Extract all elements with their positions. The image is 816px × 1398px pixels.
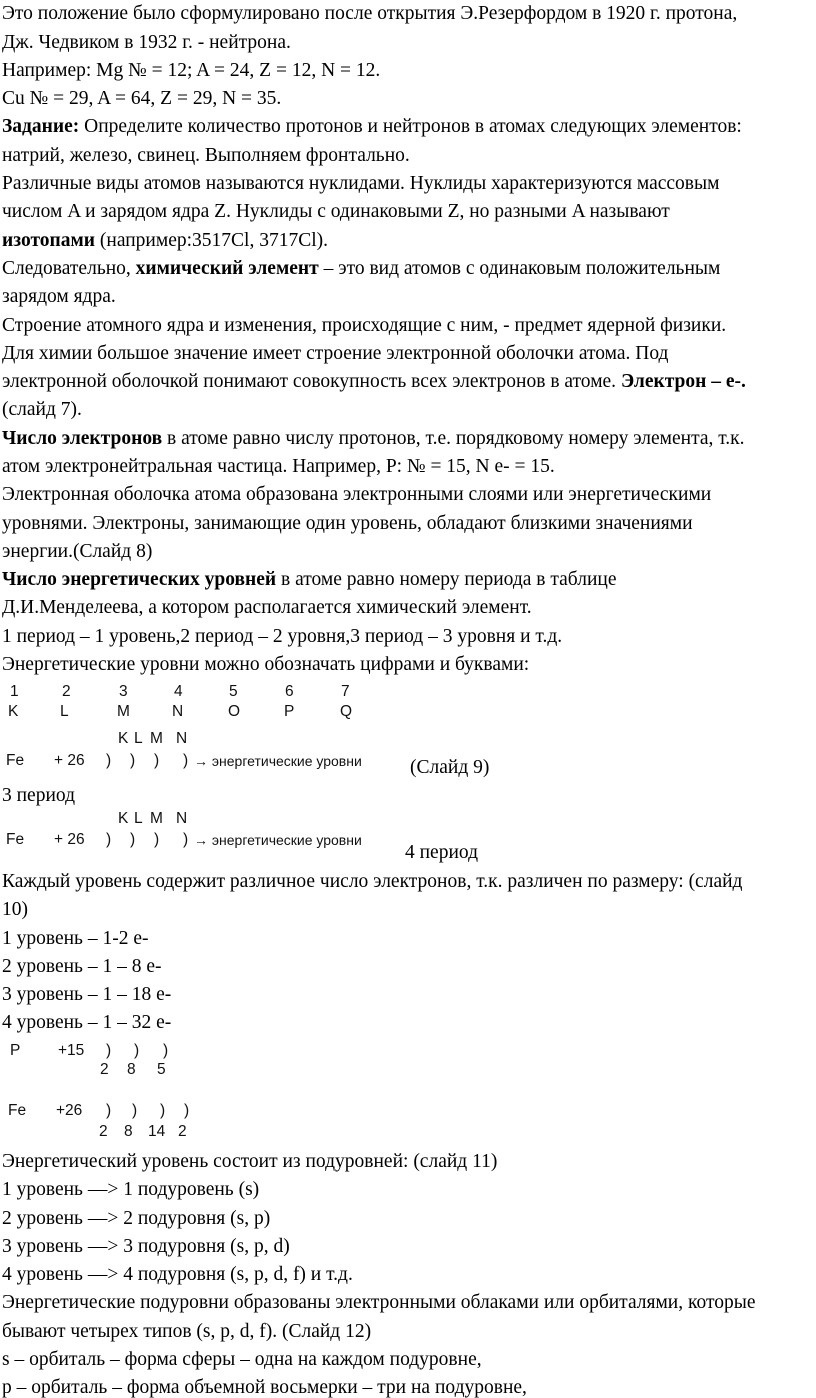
bold-term: химический элемент bbox=[135, 258, 319, 279]
text-line: (слайд 7). bbox=[2, 399, 82, 420]
level-number: 4 bbox=[174, 683, 183, 700]
text-line: 10) bbox=[2, 899, 28, 920]
bold-term: Число электронов bbox=[2, 428, 163, 449]
shell-arc: ) bbox=[106, 1102, 112, 1119]
electron-count: 8 bbox=[124, 1123, 133, 1140]
text-line: 4 период bbox=[405, 842, 479, 863]
text-line: Задание: Определите количество протонов и нейтронов в атомах следующих элементов: bbox=[2, 116, 742, 137]
text-line: 2 уровень – 1 – 8 е- bbox=[2, 956, 162, 977]
nuclear-charge: + 26 bbox=[54, 752, 85, 769]
bold-term: Число энергетических уровней bbox=[2, 569, 277, 590]
shell-letter: M bbox=[150, 810, 163, 827]
text-line: Энергетические уровни можно обозначать цифрами и буквами: bbox=[2, 654, 530, 675]
shell-arc: ) bbox=[160, 1102, 166, 1119]
shell-arc: ) bbox=[106, 752, 112, 769]
text-line: уровнями. Электроны, занимающие один уровень, обладают близкими значениями bbox=[2, 513, 693, 534]
electron-count: 14 bbox=[148, 1123, 166, 1140]
level-letter: Q bbox=[340, 703, 353, 720]
text-line: энергии.(Слайд 8) bbox=[2, 541, 153, 562]
text-line: бывают четырех типов (s, p, d, f). (Слайд 12) bbox=[2, 1321, 372, 1342]
level-letter: P bbox=[284, 703, 295, 720]
shell-arc: ) bbox=[154, 752, 160, 769]
level-letter: M bbox=[117, 703, 130, 720]
level-number: 6 bbox=[285, 683, 294, 700]
text-line: электронной оболочкой понимают совокупность всех электронов в атоме. Электрон – е-. bbox=[2, 371, 746, 392]
text-line: 4 уровень —> 4 подуровня (s, p, d, f) и т.д. bbox=[2, 1264, 353, 1285]
shell-arc: ) bbox=[132, 1102, 138, 1119]
shell-arc: ) bbox=[184, 1102, 190, 1119]
shell-arc: ) bbox=[183, 752, 189, 769]
text-line: Число энергетических уровней в атоме равно номеру периода в таблице bbox=[2, 569, 617, 590]
shell-arc: ) bbox=[163, 1042, 169, 1059]
level-letter: L bbox=[60, 703, 69, 720]
shell-letter: N bbox=[176, 810, 188, 827]
text-line: 3 уровень —> 3 подуровня (s, p, d) bbox=[2, 1236, 290, 1257]
text-line: Каждый уровень содержит различное число электронов, т.к. различен по размеру: (слайд bbox=[2, 871, 743, 892]
text-line: Следовательно, химический элемент – это вид атомов с одинаковым положительным bbox=[2, 258, 721, 279]
element-symbol: Fe bbox=[6, 831, 25, 848]
shell-arc: ) bbox=[106, 831, 112, 848]
level-letter: K bbox=[8, 703, 19, 720]
element-symbol: Fe bbox=[8, 1102, 27, 1119]
shell-arc: ) bbox=[183, 831, 189, 848]
electron-count: 2 bbox=[178, 1123, 187, 1140]
element-symbol: Fe bbox=[6, 752, 25, 769]
nuclear-charge: +15 bbox=[58, 1042, 85, 1059]
text-line: Различные виды атомов называются нуклидами. Нуклиды характеризуются массовым bbox=[2, 173, 720, 194]
text-line: 3 период bbox=[2, 785, 76, 806]
bold-term: изотопами bbox=[2, 230, 96, 251]
shell-arc: ) bbox=[106, 1042, 112, 1059]
shell-letter: M bbox=[150, 730, 163, 747]
shell-arc: ) bbox=[134, 1042, 140, 1059]
text-line: Д.И.Менделеева, а котором располагается химический элемент. bbox=[2, 597, 532, 618]
text-line: Число электронов в атоме равно числу протонов, т.е. порядковому номеру элемента, т.к. bbox=[2, 428, 745, 449]
level-letter: O bbox=[228, 703, 241, 720]
text-line: изотопами (например:3517Cl, 3717Cl). bbox=[2, 230, 328, 251]
shell-arc: ) bbox=[130, 831, 136, 848]
shell-letter: K bbox=[118, 810, 129, 827]
arrow-label: → энергетические уровни bbox=[194, 753, 362, 769]
shell-letter: L bbox=[134, 810, 143, 827]
bold-term: Электрон – е-. bbox=[620, 371, 746, 392]
text-line: зарядом ядра. bbox=[2, 286, 116, 307]
level-number: 2 bbox=[62, 683, 71, 700]
text-line: Для химии большое значение имеет строение электронной оболочки атома. Под bbox=[2, 343, 669, 364]
level-letter: N bbox=[172, 703, 184, 720]
text-line: Это положение было сформулировано после открытия Э.Резерфордом в 1920 г. протона, bbox=[2, 3, 738, 24]
arrow-label: → энергетические уровни bbox=[194, 832, 362, 848]
element-symbol: P bbox=[10, 1042, 21, 1059]
level-number: 3 bbox=[119, 683, 128, 700]
text-line: (Слайд 9) bbox=[410, 757, 490, 778]
shell-arc: ) bbox=[130, 752, 136, 769]
level-number: 7 bbox=[341, 683, 350, 700]
text-line: Энергетический уровень состоит из подуровней: (слайд 11) bbox=[2, 1151, 498, 1172]
nuclear-charge: +26 bbox=[56, 1102, 83, 1119]
level-number: 5 bbox=[229, 683, 238, 700]
shell-letter: L bbox=[134, 730, 143, 747]
text-line: Cu № = 29, A = 64, Z = 29, N = 35. bbox=[2, 88, 282, 109]
shell-letter: N bbox=[176, 730, 188, 747]
text-line: 1 уровень – 1-2 е- bbox=[2, 928, 149, 949]
text-line: s – орбиталь – форма сферы – одна на каждом подуровне, bbox=[2, 1349, 482, 1370]
text-line: 4 уровень – 1 – 32 е- bbox=[2, 1012, 172, 1033]
text-line: натрий, железо, свинец. Выполняем фронтально. bbox=[2, 145, 410, 166]
electron-count: 2 bbox=[100, 1061, 109, 1078]
text-line: Электронная оболочка атома образована электронными слоями или энергетическими bbox=[2, 484, 712, 505]
electron-count: 5 bbox=[157, 1061, 166, 1078]
text-line: атом электронейтральная частица. Например, P: № = 15, N e- = 15. bbox=[2, 456, 555, 477]
text-line: Энергетические подуровни образованы электронными облаками или орбиталями, которые bbox=[2, 1292, 756, 1313]
text-line: 3 уровень – 1 – 18 е- bbox=[2, 984, 172, 1005]
bold-term: Задание: bbox=[2, 116, 80, 137]
text-line: 1 уровень —> 1 подуровень (s) bbox=[2, 1179, 260, 1200]
text-line: 2 уровень —> 2 подуровня (s, p) bbox=[2, 1208, 271, 1229]
shell-arc: ) bbox=[154, 831, 160, 848]
text-line: Например: Mg № = 12; A = 24, Z = 12, N = 12. bbox=[2, 60, 381, 81]
text-line: числом A и зарядом ядра Z. Нуклиды с одинаковыми Z, но разными A называют bbox=[2, 201, 670, 222]
electron-count: 8 bbox=[127, 1061, 136, 1078]
electron-count: 2 bbox=[99, 1123, 108, 1140]
text-line: Строение атомного ядра и изменения, происходящие с ним, - предмет ядерной физики. bbox=[2, 315, 727, 336]
text-line: p – орбиталь – форма объемной восьмерки – три на подуровне, bbox=[2, 1377, 527, 1398]
text-line: 1 период – 1 уровень,2 период – 2 уровня,3 период – 3 уровня и т.д. bbox=[2, 626, 563, 647]
level-number: 1 bbox=[10, 683, 19, 700]
nuclear-charge: + 26 bbox=[54, 831, 85, 848]
text-line: Дж. Чедвиком в 1932 г. - нейтрона. bbox=[2, 32, 291, 53]
shell-letter: K bbox=[118, 730, 129, 747]
